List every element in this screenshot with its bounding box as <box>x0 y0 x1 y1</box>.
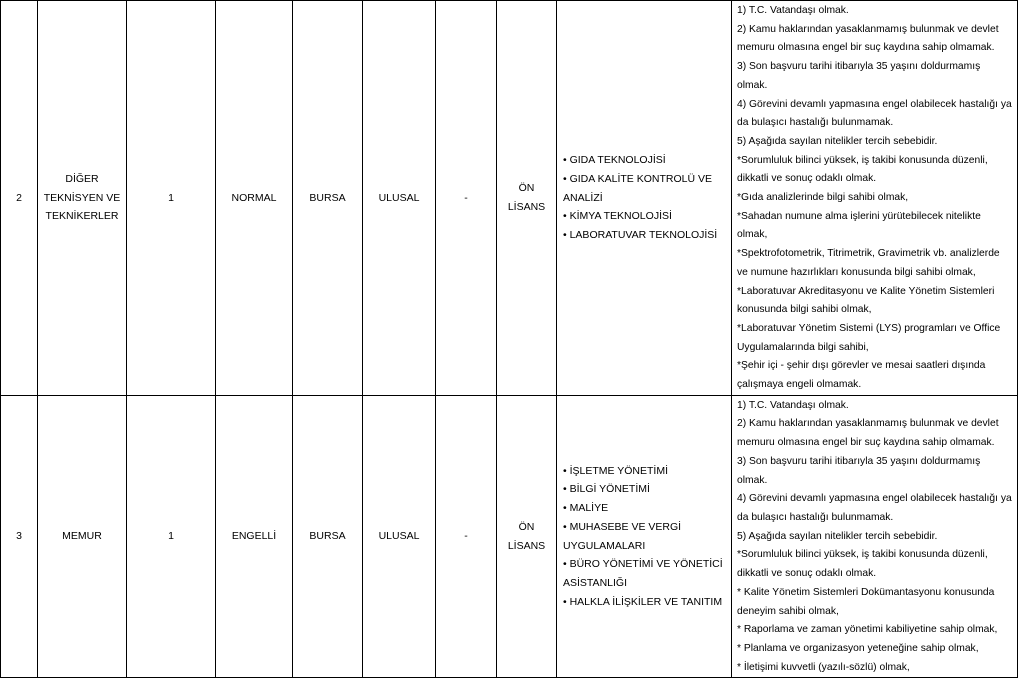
position-title-cell <box>38 1 127 396</box>
extra-cell: - <box>436 1 497 396</box>
requirements-cell <box>732 395 1018 678</box>
requirement-item: 5) Aşağıda sayılan nitelikler tercih sebebidir. <box>737 135 938 147</box>
education-level-cell <box>497 395 557 678</box>
requirement-item: *Laboratuvar Yönetim Sistemi (LYS) programları ve Office Uygulamalarında bilgi sahibi, <box>737 322 1001 353</box>
position-type-cell: ENGELLİ <box>216 395 293 678</box>
program-item: • BİLGİ YÖNETİMİ <box>563 480 728 499</box>
programs-cell <box>557 395 732 678</box>
programs-cell <box>557 1 732 396</box>
program-item: • KİMYA TEKNOLOJİSİ <box>563 207 728 226</box>
requirement-item: 3) Son başvuru tarihi itibarıyla 35 yaşını doldurmamış olmak. <box>737 455 981 486</box>
requirement-item: 4) Görevini devamlı yapmasına engel olabilecek hastalığı ya da bulaşıcı hastalığı bulunmamak. <box>737 98 1012 129</box>
requirement-item: 2) Kamu haklarından yasaklanmamış bulunmak ve devlet memuru olmasına engel bir suç kaydına sahip olmamak. <box>737 418 999 449</box>
program-item: • MUHASEBE VE VERGİ UYGULAMALARI <box>563 518 728 555</box>
program-item: • İŞLETME YÖNETİMİ <box>563 462 728 481</box>
requirement-item: *Şehir içi - şehir dışı görevler ve mesai saatleri dışında çalışmaya engeli olmamak. <box>737 360 986 391</box>
requirement-item: 5) Aşağıda sayılan nitelikler tercih sebebidir. <box>737 530 938 542</box>
education-level-line: LİSANS <box>507 539 546 552</box>
program-item: • BÜRO YÖNETİMİ VE YÖNETİCİ ASİSTANLIĞI <box>563 555 728 592</box>
requirement-item: * Kalite Yönetim Sistemleri Dokümantasyonu konusunda deneyim sahibi olmak, <box>737 586 995 617</box>
table-row <box>1 1 1018 396</box>
position-title-line: TEKNİSYEN VE <box>43 191 121 204</box>
position-count-cell: 1 <box>127 1 216 396</box>
requirement-item: 3) Son başvuru tarihi itibarıyla 35 yaşını doldurmamış olmak. <box>737 61 981 91</box>
position-type-cell: NORMAL <box>216 1 293 396</box>
requirement-item: *Sorumluluk bilinci yüksek, iş takibi konusunda düzenli, dikkatli ve sonuç odaklı olmak. <box>737 549 988 580</box>
extra-cell: - <box>436 395 497 678</box>
requirement-item: *Sorumluluk bilinci yüksek, iş takibi konusunda düzenli, dikkatli ve sonuç odaklı olmak. <box>737 154 988 185</box>
requirement-item: *Laboratuvar Akreditasyonu ve Kalite Yönetim Sistemleri konusunda bilgi sahibi olmak, <box>737 285 995 316</box>
requirement-item: *Sahadan numune alma işlerini yürütebilecek nitelikte olmak, <box>737 210 981 241</box>
position-count-cell: 1 <box>127 395 216 678</box>
requirement-item: * Raporlama ve zaman yönetimi kabiliyetine sahip olmak, <box>737 624 998 636</box>
city-cell: BURSA <box>293 1 363 396</box>
requirement-item: 4) Görevini devamlı yapmasına engel olabilecek hastalığı ya da bulaşıcı hastalığı bulunmamak. <box>737 493 1012 523</box>
education-level-line: ÖN <box>518 182 535 195</box>
program-item: • HALKLA İLİŞKİLER VE TANITIM <box>563 593 728 612</box>
requirement-item: * Planlama ve organizasyon yeteneğine sahip olmak, <box>737 642 979 654</box>
position-title-cell <box>38 395 127 678</box>
program-item: • GIDA KALİTE KONTROLÜ VE ANALİZİ <box>563 170 728 207</box>
program-item: • MALİYE <box>563 499 728 518</box>
table-row <box>1 395 1018 678</box>
program-item: • LABORATUVAR TEKNOLOJİSİ <box>563 226 728 245</box>
education-level-line: LİSANS <box>507 200 546 213</box>
program-item: • GIDA TEKNOLOJİSİ <box>563 151 728 170</box>
requirement-item: * İletişimi kuvvetli (yazılı-sözlü) olmak, <box>737 661 910 673</box>
education-level-cell <box>497 1 557 396</box>
scope-cell: ULUSAL <box>363 395 436 678</box>
requirements-cell <box>732 1 1018 396</box>
row-number-cell: 2 <box>1 1 38 396</box>
scope-cell: ULUSAL <box>363 1 436 396</box>
position-title-line: DİĞER <box>65 172 99 185</box>
requirement-item: 2) Kamu haklarından yasaklanmamış bulunmak ve devlet memuru olmasına engel bir suç kaydına sahip olmamak. <box>737 23 999 54</box>
position-title-line: TEKNİKERLER <box>45 210 119 223</box>
requirement-item: *Spektrofotometrik, Titrimetrik, Gravimetrik vb. analizlerde ve numune hazırlıkları konusunda bilgi sahibi olmak, <box>737 248 1000 278</box>
requirement-item: 1) T.C. Vatandaşı olmak. <box>737 399 849 411</box>
row-number-cell: 3 <box>1 395 38 678</box>
city-cell: BURSA <box>293 395 363 678</box>
requirement-item: *Gıda analizlerinde bilgi sahibi olmak, <box>737 192 909 204</box>
position-title-line: MEMUR <box>62 530 102 543</box>
education-level-line: ÖN <box>518 520 535 533</box>
requirement-item: 1) T.C. Vatandaşı olmak. <box>737 5 849 16</box>
